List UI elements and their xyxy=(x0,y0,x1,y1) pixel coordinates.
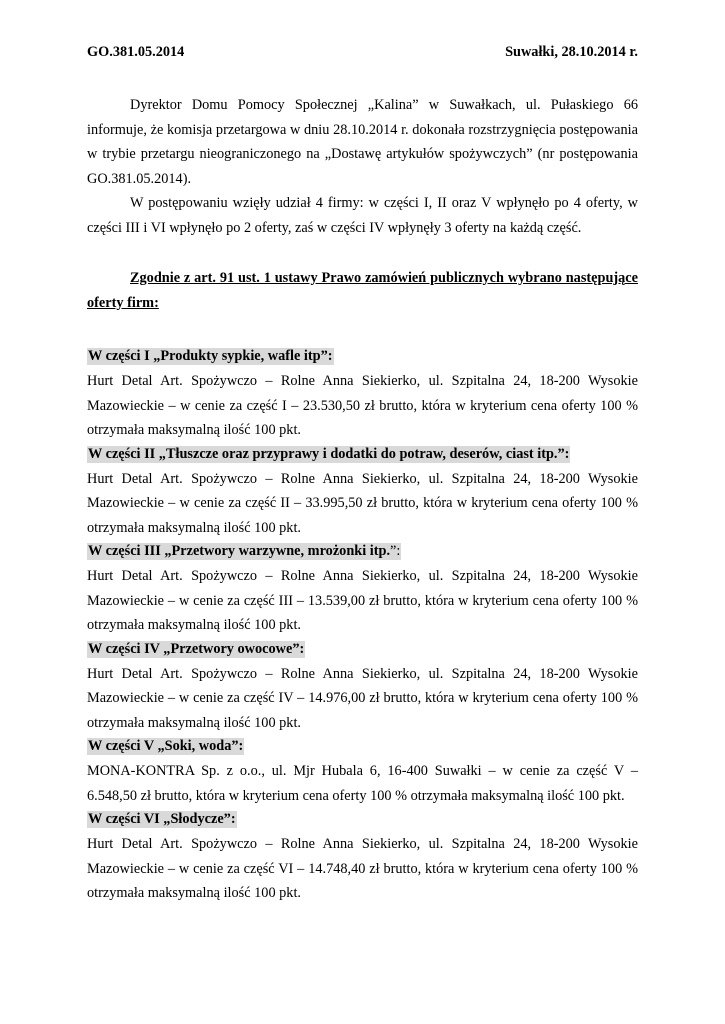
part-heading xyxy=(87,811,237,828)
part-heading-text: W części I „Produkty sypkie, wafle itp”: xyxy=(88,348,333,364)
part-heading xyxy=(87,641,305,658)
part-heading-text: W części V „Soki, woda”: xyxy=(88,738,244,754)
part-heading-text: W części III „Przetwory warzywne, mrożonki itp. xyxy=(88,543,391,559)
part-section xyxy=(87,345,638,443)
intro-paragraph: Dyrektor Domu Pomocy Społecznej „Kalina” w Suwałkach, ul. Pułaskiego 66 informuje, że komisja przetargowa w dniu 28.10.2014 r. dokonała rozstrzygnięcia postępowania w trybie przetargu nieograniczonego na „Dostawę artykułów spożywczych” (nr postępowania GO.381.05.2014). xyxy=(87,97,638,187)
part-heading xyxy=(87,543,401,560)
part-heading-suffix: ”: xyxy=(390,543,401,559)
part-section xyxy=(87,540,638,638)
part-heading-text: W części IV „Przetwory owocowe”: xyxy=(88,640,305,657)
part-heading-text: W części II „Tłuszcze oraz przyprawy i dodatki do potraw, deserów, ciast itp.”: xyxy=(88,445,570,462)
part-heading xyxy=(87,446,570,463)
document-header xyxy=(87,43,638,61)
participation-paragraph: W postępowaniu wzięły udział 4 firmy: w części I, II oraz V wpłynęło po 4 oferty, w części III i VI wpłynęło po 2 oferty, zaś w części IV wpłynęły 3 oferty na każdą część. xyxy=(87,195,638,236)
part-section xyxy=(87,638,638,736)
part-section xyxy=(87,808,638,906)
part-section xyxy=(87,443,638,541)
part-award-text: Hurt Detal Art. Spożywczo – Rolne Anna Siekierko, ul. Szpitalna 24, 18-200 Wysokie Mazowieckie – w cenie za część III – 13.539,00 zł brutto, która w kryterium cena oferty 100 % otrzymała maksymalną ilość 100 pkt. xyxy=(87,568,638,633)
legal-basis-statement: Zgodnie z art. 91 ust. 1 ustawy Prawo zamówień publicznych wybrano następujące oferty firm: xyxy=(87,270,638,311)
place-and-date: Suwałki, 28.10.2014 r. xyxy=(505,44,638,60)
part-award-text: Hurt Detal Art. Spożywczo – Rolne Anna Siekierko, ul. Szpitalna 24, 18-200 Wysokie Mazowieckie – w cenie za część VI – 14.748,40 zł brutto, która w kryterium cena oferty 100 % otrzymała maksymalną ilość 100 pkt. xyxy=(87,836,638,901)
part-section xyxy=(87,735,638,808)
part-heading xyxy=(87,738,244,755)
reference-number: GO.381.05.2014 xyxy=(87,44,185,60)
part-award-text: Hurt Detal Art. Spożywczo – Rolne Anna Siekierko, ul. Szpitalna 24, 18-200 Wysokie Mazowieckie – w cenie za część II – 33.995,50 zł brutto, która w kryterium cena oferty 100 % otrzymała maksymalną ilość 100 pkt. xyxy=(87,470,638,536)
part-award-text: Hurt Detal Art. Spożywczo – Rolne Anna Siekierko, ul. Szpitalna 24, 18-200 Wysokie Mazowieckie – w cenie za część IV – 14.976,00 zł brutto, która w kryterium cena oferty 100 % otrzymała maksymalną ilość 100 pkt. xyxy=(87,665,638,731)
part-award-text: Hurt Detal Art. Spożywczo – Rolne Anna Siekierko, ul. Szpitalna 24, 18-200 Wysokie Mazowieckie – w cenie za część I – 23.530,50 zł brutto, która w kryterium cena oferty 100 % otrzymała maksymalną ilość 100 pkt. xyxy=(87,373,638,438)
part-award-text: MONA-KONTRA Sp. z o.o., ul. Mjr Hubala 6, 16-400 Suwałki – w cenie za część V – 6.548,50 zł brutto, która w kryterium cena oferty 100 % otrzymała maksymalną ilość 100 pkt. xyxy=(87,763,638,804)
awarded-parts-list xyxy=(87,345,638,906)
part-heading xyxy=(87,348,334,365)
part-heading-text: W części VI „Słodycze”: xyxy=(88,811,236,827)
